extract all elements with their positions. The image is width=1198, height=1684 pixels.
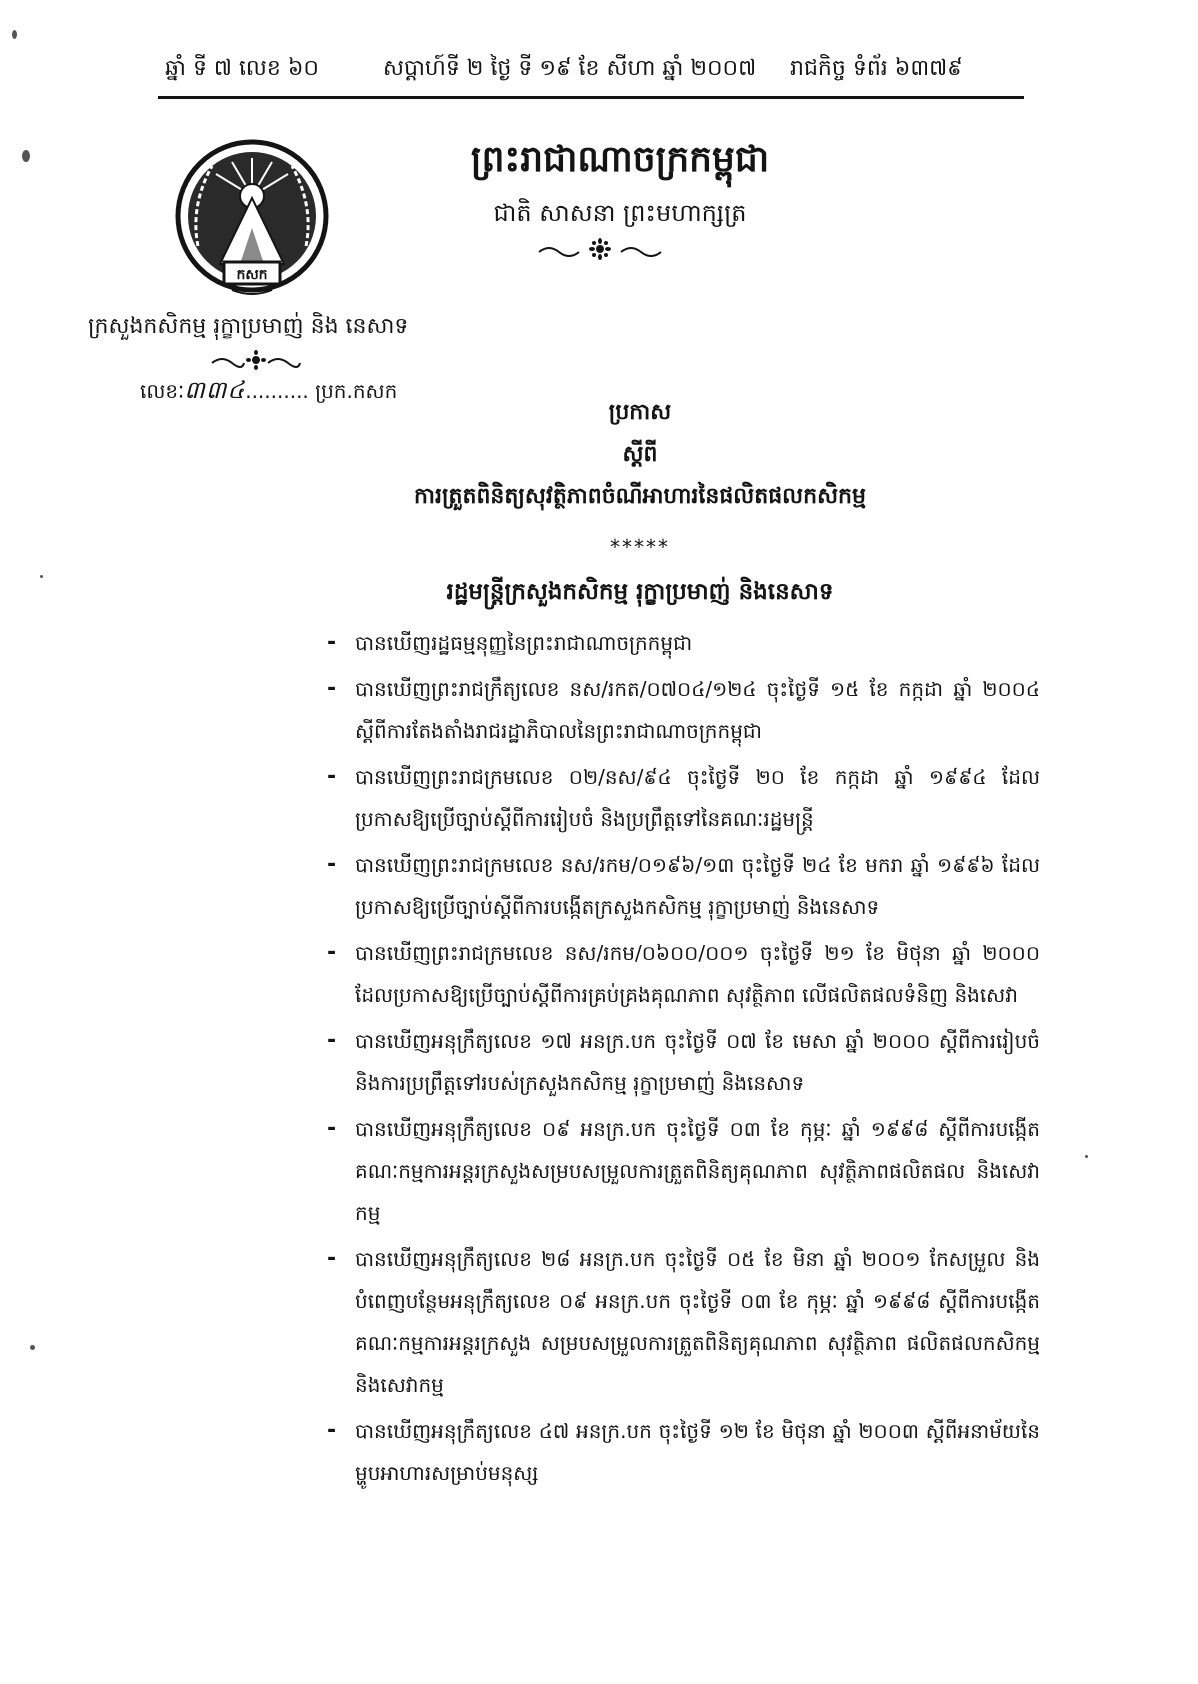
- section-separator: *****: [610, 535, 670, 559]
- recital-item: [327, 756, 1040, 840]
- recitals-list: [327, 622, 1040, 1498]
- recital-text: បានឃើញរដ្ឋធម្មនុញ្ញនៃព្រះរាជាណាចក្រកម្ពុជា: [355, 631, 693, 655]
- reference-suffix: ប្រក.កសក: [315, 379, 398, 403]
- scan-speck: [1085, 1155, 1088, 1158]
- list-bullet: -: [327, 1028, 337, 1053]
- scan-speck: [30, 1345, 35, 1350]
- recital-item: [327, 622, 1040, 664]
- scan-speck: [40, 575, 43, 578]
- list-bullet: -: [327, 676, 337, 701]
- gazette-date: សប្តាហ៍ទី ២ ថ្ងៃ ទី ១៩ ខែ សីហា ឆ្នាំ ២០០៧: [383, 56, 757, 81]
- gazette-issue: ឆ្នាំ ទី ៧ លេខ ៦០: [165, 56, 319, 81]
- list-bullet: -: [327, 852, 337, 877]
- document-subject: ការត្រួតពិនិត្យសុវត្ថិភាពចំណីអាហារនៃផលិតផលកសិកម្ម: [414, 484, 866, 509]
- list-bullet: -: [327, 1418, 337, 1443]
- scan-speck: [22, 150, 30, 162]
- recital-item: [327, 668, 1040, 752]
- issuing-authority: រដ្ឋមន្ត្រីក្រសួងកសិកម្ម រុក្ខាប្រមាញ់ និងនេសាទ: [446, 579, 834, 605]
- recital-item: [327, 844, 1040, 928]
- recital-text: បានឃើញព្រះរាជក្រមលេខ នស/រកម/០៦០០/០០១ ចុះថ្ងៃទី ២១ ខែ មិថុនា ឆ្នាំ ២០០០ ដែលប្រកាសឱ្យប្រើច្បាប់ស្តីពីការគ្រប់គ្រងគុណភាព សុវត្ថិភាព លើផលិតផលទំនិញ និងសេវា: [355, 941, 1040, 1007]
- recital-item: [327, 1410, 1040, 1494]
- kingdom-title: ព្រះរាជាណាចក្រកម្ពុជា: [470, 139, 770, 180]
- scan-speck: [12, 30, 17, 39]
- recital-text: បានឃើញព្រះរាជក្រមលេខ នស/រកម/០១៩៦/១៣ ចុះថ្ងៃទី ២៤ ខែ មករា ឆ្នាំ ១៩៩៦ ដែលប្រកាសឱ្យប្រើច្បាប់ស្តីពីការបង្កើតក្រសួងកសិកម្ម រុក្ខាប្រមាញ់ និងនេសាទ: [355, 853, 1040, 919]
- recital-text: បានឃើញព្រះរាជក្រឹត្យលេខ នស/រកត/០៧០៤/១២៤ ចុះថ្ងៃទី ១៥ ខែ កក្កដា ឆ្នាំ ២០០៤ ស្តីពីការតែងតាំងរាជរដ្ឋាភិបាលនៃព្រះរាជាណាចក្រកម្ពុជា: [355, 677, 1040, 743]
- reference-number: ៣៣៤: [184, 376, 246, 404]
- recital-text: បានឃើញអនុក្រឹត្យលេខ ០៩ អនក្រ.បក ចុះថ្ងៃទី ០៣ ខែ កុម្ភៈ ឆ្នាំ ១៩៩៨ ស្តីពីការបង្កើតគណៈកម្មការអន្តរក្រសួងសម្របសម្រួលការត្រួតពិនិត្យគុណភាព សុវត្ថិភាពផលិតផល និងសេវាកម្ម: [355, 1117, 1040, 1225]
- recital-item: [327, 932, 1040, 1016]
- document-type: ប្រកាស: [608, 400, 672, 425]
- floral-ornament-icon: [208, 350, 304, 370]
- list-bullet: -: [327, 1116, 337, 1141]
- floral-ornament-icon: [535, 238, 665, 260]
- ministry-emblem-icon: [172, 136, 332, 306]
- gazette-page-number: រាជកិច្ច ទំព័រ ៦៣៧៩: [790, 56, 963, 81]
- recital-text: បានឃើញអនុក្រឹត្យលេខ ២៨ អនក្រ.បក ចុះថ្ងៃទី ០៥ ខែ មិនា ឆ្នាំ ២០០១ កែសម្រួល និងបំពេញបន្ថែមអនុក្រឹត្យលេខ ០៩ អនក្រ.បក ចុះថ្ងៃទី ០៣ ខែ កុម្ភៈ ឆ្នាំ ១៩៩៨ ស្តីពីការបង្កើតគណៈកម្មការអន្តរក្រសួង សម្របសម្រួលការត្រួតពិនិត្យគុណភាព សុវត្ថិភាព ផលិតផលកសិកម្ម និងសេវាកម្ម: [355, 1247, 1040, 1397]
- recital-text: បានឃើញអនុក្រឹត្យលេខ ៤៧ អនក្រ.បក ចុះថ្ងៃទី ១២ ខែ មិថុនា ឆ្នាំ ២០០៣ ស្តីពីអនាម័យនៃម្ហូបអាហារសម្រាប់មនុស្ស: [355, 1419, 1040, 1485]
- list-bullet: -: [327, 1246, 337, 1271]
- recital-item: [327, 1108, 1040, 1234]
- kingdom-motto: ជាតិ សាសនា ព្រះមហាក្សត្រ: [493, 199, 747, 227]
- reference-dots: ..........: [245, 379, 309, 403]
- header-rule: [158, 96, 1024, 99]
- ministry-name: ក្រសួងកសិកម្ម រុក្ខាប្រមាញ់ និង នេសាទ: [88, 314, 409, 339]
- emblem-lettering: កសក: [236, 267, 268, 283]
- document-about-label: ស្តីពី: [622, 442, 658, 467]
- recital-text: បានឃើញព្រះរាជក្រមលេខ ០២/នស/៩៤ ចុះថ្ងៃទី ២០ ខែ កក្កដា ឆ្នាំ ១៩៩៤ ដែលប្រកាសឱ្យប្រើច្បាប់ស្តីពីការរៀបចំ និងប្រព្រឹត្តទៅនៃគណៈរដ្ឋមន្ត្រី: [355, 765, 1040, 831]
- recital-text: បានឃើញអនុក្រឹត្យលេខ ១៧ អនក្រ.បក ចុះថ្ងៃទី ០៧ ខែ មេសា ឆ្នាំ ២០០០ ស្តីពីការរៀបចំ និងការប្រព្រឹត្តទៅរបស់ក្រសួងកសិកម្ម រុក្ខាប្រមាញ់ និងនេសាទ: [355, 1029, 1040, 1095]
- recital-item: [327, 1020, 1040, 1104]
- list-bullet: -: [327, 764, 337, 789]
- reference-label: លេខៈ: [140, 379, 185, 403]
- list-bullet: -: [327, 940, 337, 965]
- recital-item: [327, 1238, 1040, 1406]
- list-bullet: -: [327, 630, 337, 655]
